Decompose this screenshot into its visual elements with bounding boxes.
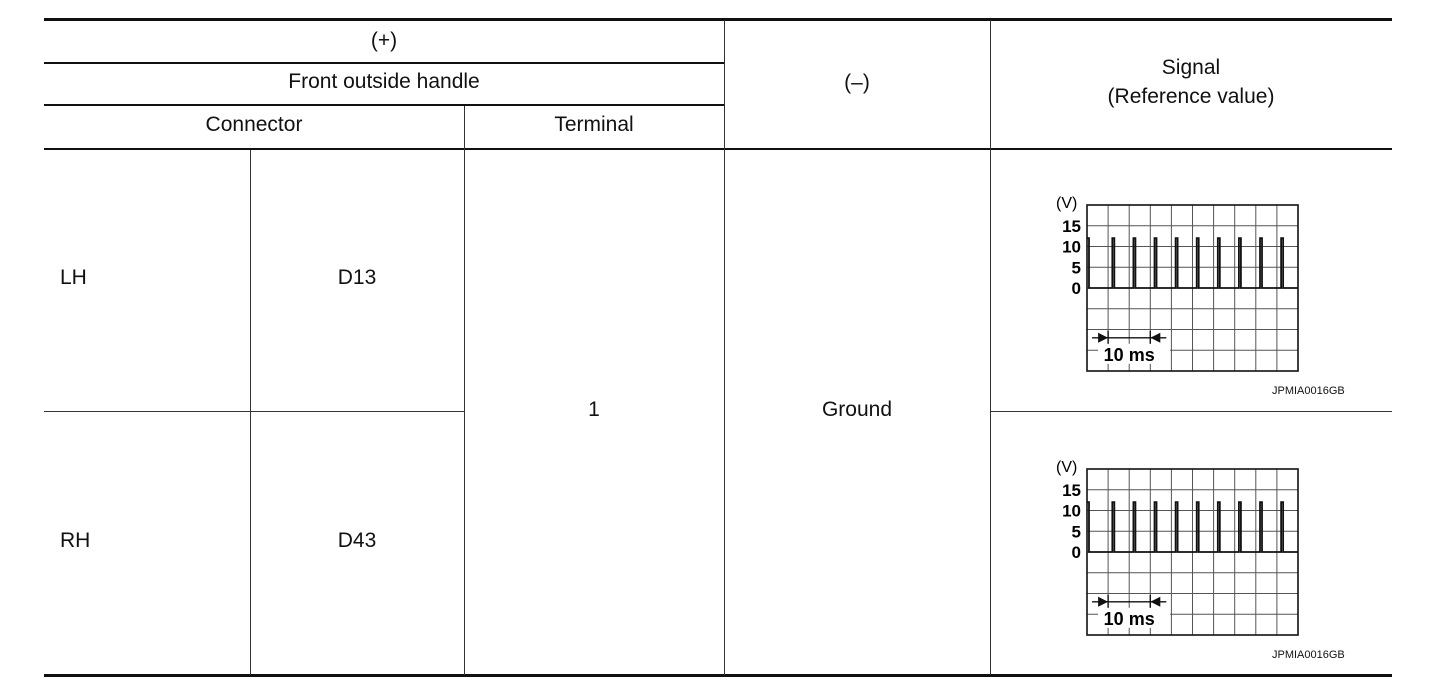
y-tick-label: 0 — [1071, 543, 1081, 562]
time-scale-label: 10 ms — [1103, 344, 1155, 365]
y-tick-label: 10 — [1062, 237, 1081, 257]
y-tick-label: 5 — [1071, 522, 1081, 542]
row-lh-side: LH — [60, 266, 87, 289]
header-bottom-rule — [44, 148, 1392, 150]
header-reference-value: (Reference value) — [1107, 85, 1275, 108]
row-divider-left — [44, 411, 464, 412]
arrow-right-icon — [1098, 597, 1108, 607]
unit-label: (V) — [1056, 459, 1078, 476]
arrow-right-icon — [1098, 333, 1108, 343]
y-tick-label: 0 — [1071, 279, 1081, 298]
y-tick-label: 15 — [1062, 216, 1081, 236]
col-divider-terminal — [724, 20, 725, 675]
terminal-value: 1 — [588, 398, 600, 421]
header-terminal: Terminal — [554, 113, 634, 136]
header-component: Front outside handle — [288, 70, 480, 93]
time-scale-label: 10 ms — [1103, 608, 1155, 629]
table-bottom-border — [44, 674, 1392, 677]
figure-code: JPMIA0016GB — [1272, 385, 1345, 397]
header-rule-2 — [44, 104, 724, 106]
table-top-border — [44, 18, 1392, 21]
row-rh-connector: D43 — [337, 529, 377, 552]
row-lh-connector: D13 — [337, 266, 377, 289]
waveform-figure-lh — [1050, 190, 1310, 380]
header-signal: Signal — [1161, 56, 1221, 79]
y-tick-label: 15 — [1062, 480, 1081, 500]
ground-value: Ground — [821, 398, 893, 421]
y-tick-label: 10 — [1062, 501, 1081, 521]
arrow-left-icon — [1150, 597, 1160, 607]
header-plus: (+) — [370, 29, 398, 52]
unit-label: (V) — [1056, 195, 1078, 212]
waveform-figure-rh — [1050, 454, 1310, 644]
y-tick-label: 5 — [1071, 258, 1081, 278]
row-divider-signal — [990, 411, 1392, 412]
col-divider-connector — [464, 106, 465, 675]
header-connector: Connector — [205, 113, 303, 136]
oscilloscope-plot — [1050, 454, 1310, 644]
col-divider-side — [250, 150, 251, 675]
oscilloscope-plot — [1050, 190, 1310, 380]
col-divider-minus — [990, 20, 991, 675]
arrow-left-icon — [1150, 333, 1160, 343]
row-rh-side: RH — [60, 529, 91, 552]
header-rule-1 — [44, 62, 724, 64]
figure-code: JPMIA0016GB — [1272, 649, 1345, 661]
header-minus: (–) — [844, 71, 870, 94]
